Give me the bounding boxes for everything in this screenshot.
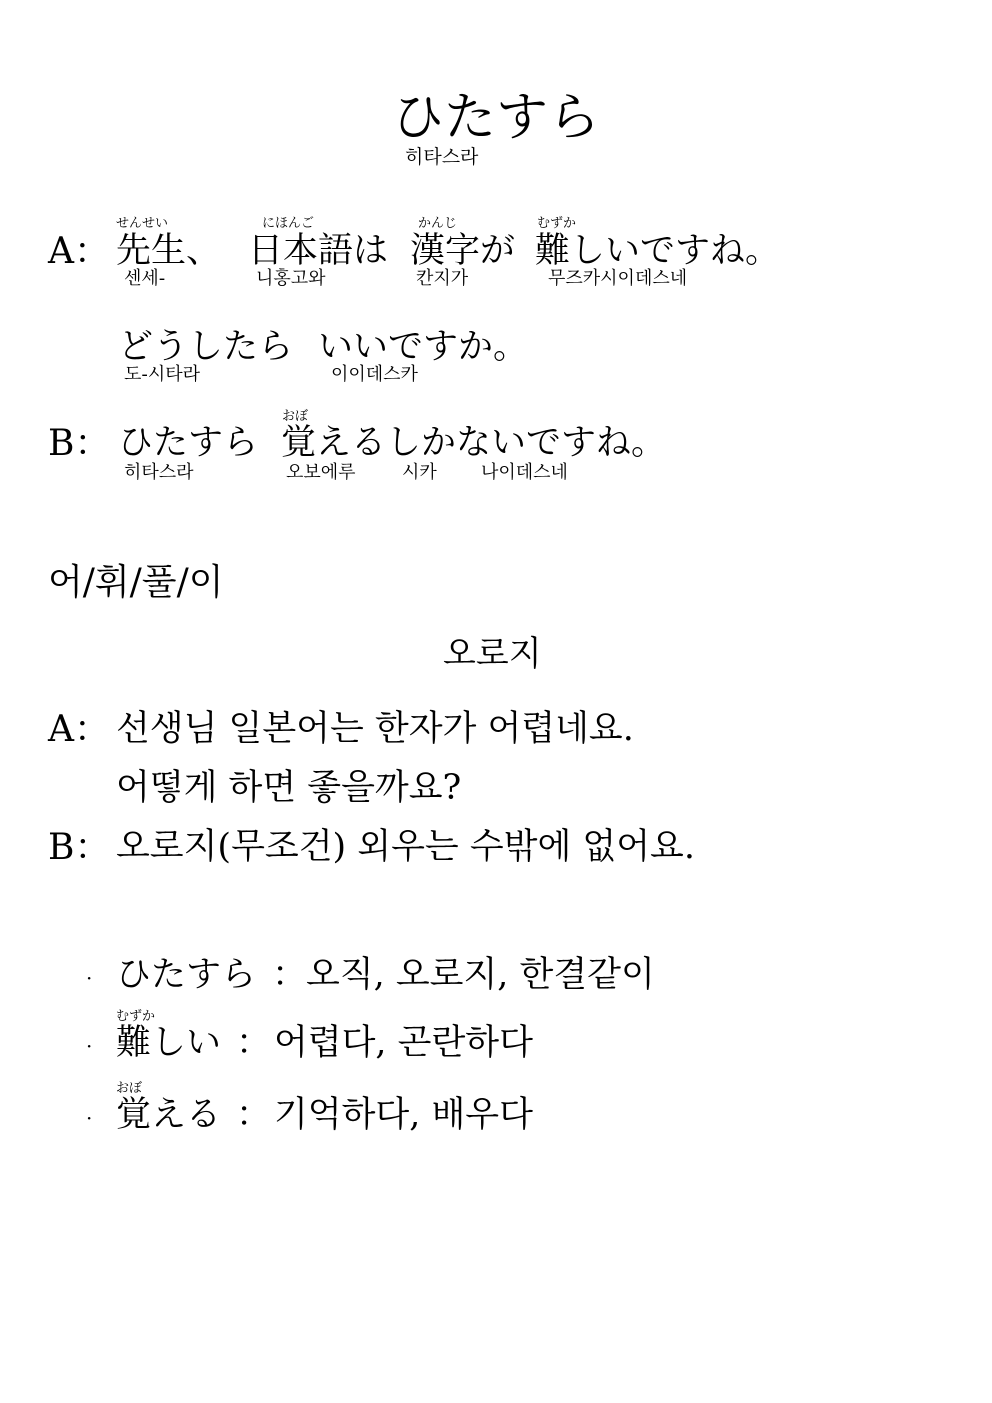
reading-sensei: 센세- [124,268,166,289]
page-title: ひたすら [392,88,601,148]
jp-segment-oboeru: 覚えるしかないですね。 [281,423,667,463]
translation-b-label: B： [48,827,111,868]
speaker-b-label: B： [48,423,111,464]
vocab-separator: ： [272,955,308,995]
reading-naidesune: 나이데스네 [481,462,568,483]
vocab-bullet: · [86,1106,93,1130]
reading-shika: 시카 [402,462,437,483]
ruby-muzuka: むずか [537,216,577,231]
translation-a-line1: 선생님 일본어는 한자가 어렵네요. [116,709,634,749]
vocab-heading: 어/휘/풀/이 [48,562,224,603]
translation-a-line2: 어떻게 하면 좋을까요? [116,768,462,808]
translation-a-label: A： [48,709,110,750]
jp-segment-hitasura: ひたすら [118,423,259,463]
vocab-bullet: · [86,1034,93,1058]
reading-hitasura: 히타스라 [124,462,194,483]
vocab-separator: ： [236,1095,272,1135]
jp-segment-iidesuka: いいですか。 [318,327,529,367]
vocab-ruby: むずか [116,1009,156,1024]
reading-doushitara: 도-시타라 [124,364,201,385]
reading-nihongo: 니홍고와 [256,268,326,289]
ruby-obo: おぼ [282,409,309,424]
reading-oboeru: 오보에루 [286,462,356,483]
vocab-bullet: · [86,966,93,990]
vocab-term: ひたすら [116,955,257,995]
title-reading: 히타스라 [405,146,479,168]
speaker-a-label: A： [48,231,110,272]
jp-segment-kanji: 漢字が [410,231,516,271]
jp-segment-muzukashii: 難しいですね。 [535,231,781,271]
translation-b-line: 오로지(무조건) 외우는 수밖에 없어요. [116,827,695,867]
jp-segment-sensei: 先生、 [116,231,222,271]
ruby-sensei: せんせい [116,216,169,231]
vocab-meaning: 기억하다, 배우다 [274,1095,533,1135]
vocab-ruby: おぼ [116,1081,143,1096]
vocab-term: 難しい [116,1023,222,1063]
reading-iidesuka: 이이데스카 [331,364,418,385]
vocab-meaning: 오직, 오로지, 한결같이 [306,955,655,995]
jp-segment-nihongo: 日本語は [248,231,389,271]
vocab-meaning: 어렵다, 곤란하다 [274,1023,533,1063]
jp-segment-doushitara: どうしたら [118,327,294,367]
meaning-word: 오로지 [443,634,542,674]
vocab-separator: ： [236,1023,272,1063]
reading-muzukashii: 무즈카시이데스네 [548,268,688,289]
reading-kanji: 칸지가 [416,268,469,289]
ruby-kanji: かんじ [418,216,458,231]
ruby-nihongo: にほんご [262,216,315,231]
vocab-term: 覚える [116,1095,222,1135]
